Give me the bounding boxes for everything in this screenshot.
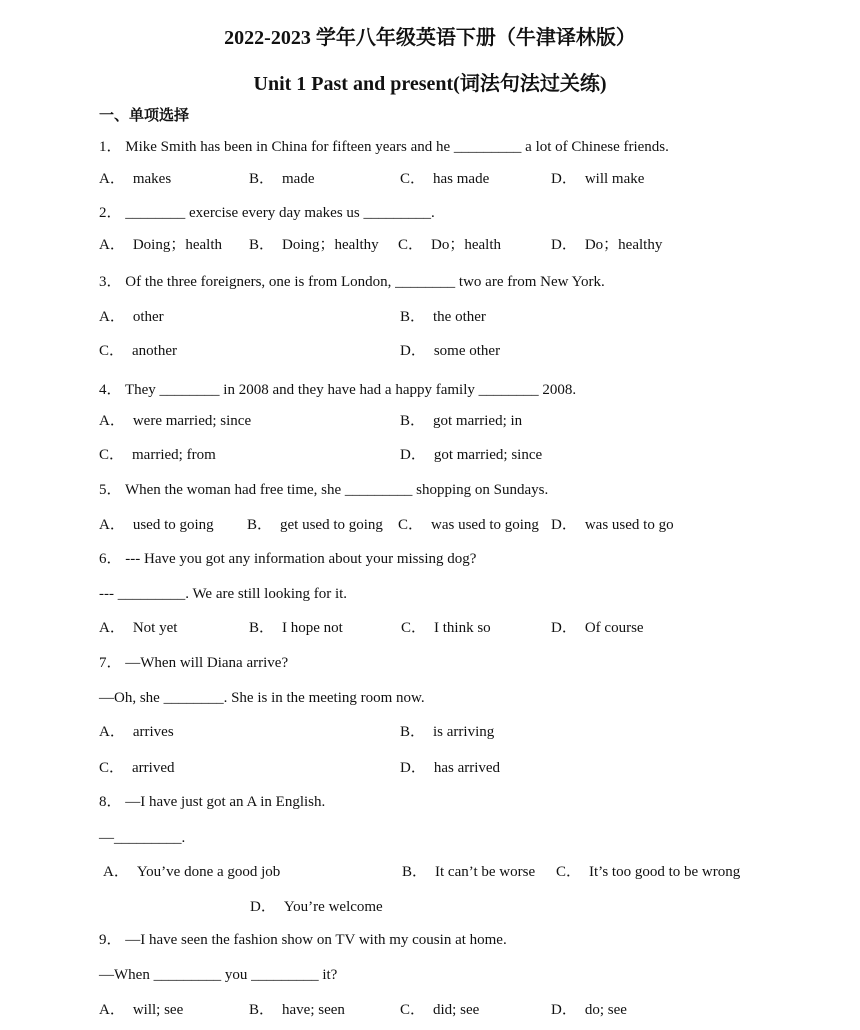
question-7-option-b[interactable]: B． is arriving: [400, 724, 495, 740]
question-3-text: 3． Of the three foreigners, one is from London, ________ two are from New York.: [99, 274, 605, 290]
question-4-option-d[interactable]: D． got married; since: [400, 447, 543, 463]
question-9-option-b[interactable]: B． have; seen: [249, 1002, 345, 1018]
question-7-text: 7． —When will Diana arrive?: [99, 655, 289, 671]
question-2-option-b[interactable]: B． Doing；healthy: [249, 237, 379, 253]
question-7-option-c[interactable]: C． arrived: [99, 760, 175, 776]
question-9-text: 9． —I have seen the fashion show on TV with my cousin at home.: [99, 932, 507, 948]
question-6-reply: --- _________. We are still looking for it.: [99, 586, 348, 602]
question-6-option-c[interactable]: C． I think so: [401, 620, 491, 636]
question-4-option-c[interactable]: C． married; from: [99, 447, 216, 463]
question-7-option-a[interactable]: A． arrives: [99, 724, 174, 740]
question-4-option-a[interactable]: A． were married; since: [99, 413, 252, 429]
question-8-option-a[interactable]: A． You’ve done a good job: [103, 864, 281, 880]
question-8-option-c[interactable]: C． It’s too good to be wrong: [556, 864, 741, 880]
question-5-text: 5． When the woman had free time, she _________ shopping on Sundays.: [99, 482, 549, 498]
question-3-option-c[interactable]: C． another: [99, 343, 177, 359]
question-2-option-c[interactable]: C． Do；health: [398, 237, 501, 253]
question-2-option-d[interactable]: D． Do；healthy: [551, 237, 663, 253]
question-5-option-c[interactable]: C． was used to going: [398, 517, 539, 533]
question-1-option-a[interactable]: A． makes: [99, 171, 172, 187]
section-title: 一、单项选择: [99, 106, 190, 124]
question-5-option-a[interactable]: A． used to going: [99, 517, 214, 533]
question-8-text: 8． —I have just got an A in English.: [99, 794, 326, 810]
question-7-option-d[interactable]: D． has arrived: [400, 760, 501, 776]
question-6-text: 6． --- Have you got any information about your missing dog?: [99, 551, 477, 567]
question-3-option-a[interactable]: A． other: [99, 309, 164, 325]
question-1-option-d[interactable]: D． will make: [551, 171, 645, 187]
page-subtitle: Unit 1 Past and present(词法句法过关练): [253, 73, 607, 95]
question-9-reply: —When _________ you _________ it?: [99, 967, 338, 983]
question-1-option-c[interactable]: C． has made: [400, 171, 490, 187]
question-6-option-a[interactable]: A． Not yet: [99, 620, 178, 636]
question-3-option-b[interactable]: B． the other: [400, 309, 486, 325]
question-7-reply: —Oh, she ________. She is in the meeting room now.: [99, 690, 425, 706]
question-3-option-d[interactable]: D． some other: [400, 343, 501, 359]
question-8-option-d[interactable]: D． You’re welcome: [250, 899, 383, 915]
question-2-option-a[interactable]: A． Doing；health: [99, 237, 222, 253]
question-6-option-d[interactable]: D． Of course: [551, 620, 644, 636]
question-8-reply: —_________.: [99, 830, 186, 846]
question-4-option-b[interactable]: B． got married; in: [400, 413, 523, 429]
question-9-option-d[interactable]: D． do; see: [551, 1002, 627, 1018]
question-1-option-b[interactable]: B． made: [249, 171, 315, 187]
question-5-option-b[interactable]: B． get used to going: [247, 517, 383, 533]
question-1-text: 1． Mike Smith has been in China for fifteen years and he _________ a lot of Chinese friends.: [99, 139, 669, 155]
question-9-option-a[interactable]: A． will; see: [99, 1002, 184, 1018]
question-6-option-b[interactable]: B． I hope not: [249, 620, 343, 636]
question-4-text: 4． They ________ in 2008 and they have had a happy family ________ 2008.: [99, 382, 577, 398]
question-9-option-c[interactable]: C． did; see: [400, 1002, 480, 1018]
question-5-option-d[interactable]: D． was used to go: [551, 517, 674, 533]
question-2-text: 2． ________ exercise every day makes us _________.: [99, 205, 435, 221]
page-title: 2022-2023 学年八年级英语下册（牛津译林版）: [224, 27, 636, 49]
question-8-option-b[interactable]: B． It can’t be worse: [402, 864, 536, 880]
